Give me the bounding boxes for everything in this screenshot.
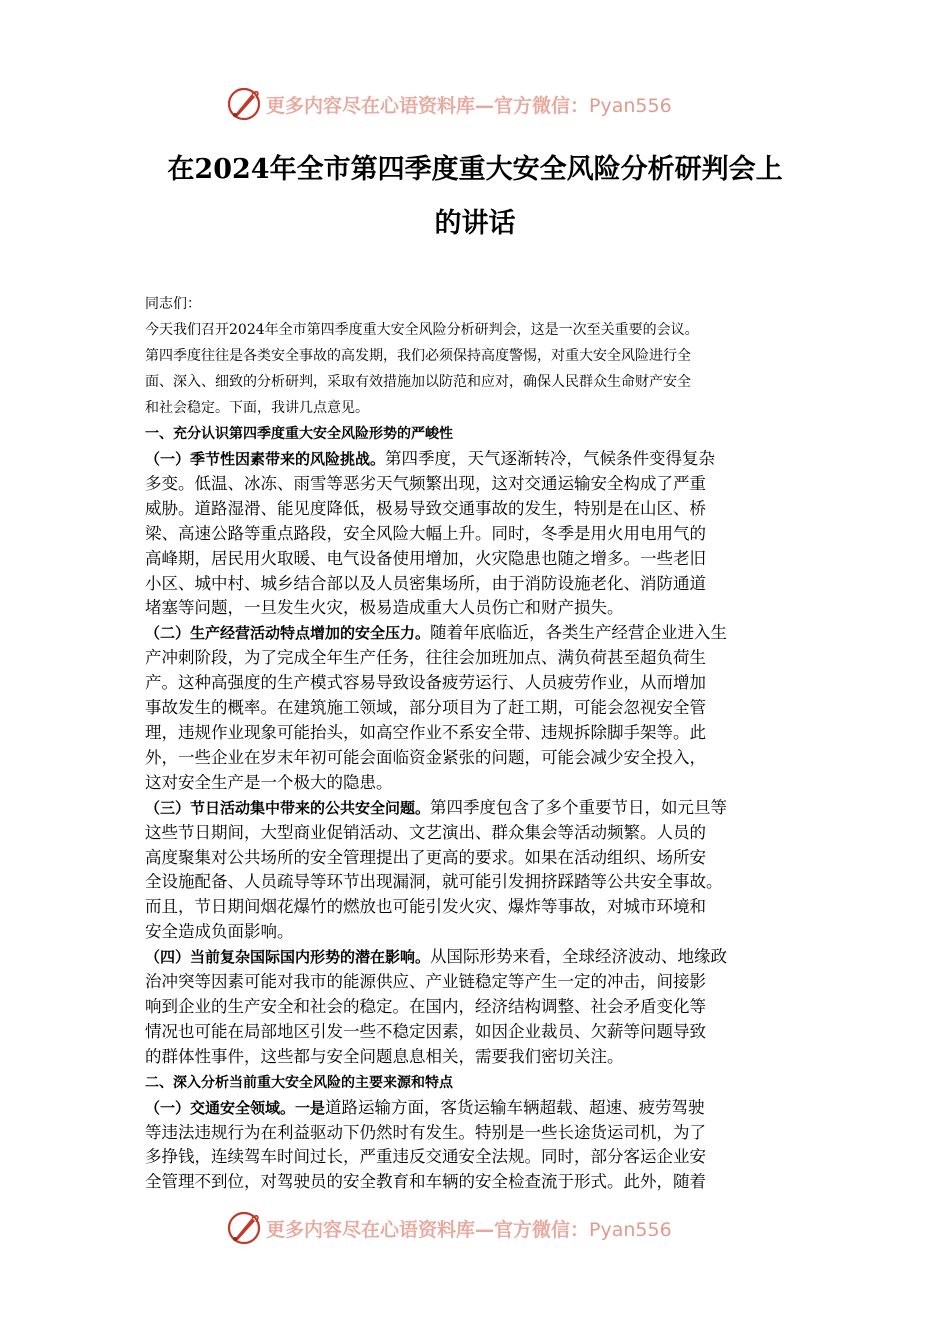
section-1-paragraph-4: （四）当前复杂国际国内形势的潜在影响。从国际形势来看，全球经济波动、地缘政 治冲突等因素可能对我市的能源供应、产业链稳定等产生一定的冲击，间接影 响到企业的生产安全和社会的稳定。在国内，经济结构调整、社会矛盾变化等 情况也可能在局部地区引发一些不稳定因素，如因企业裁员、欠薪等问题导致 的群体性事件，这些都与安全问题息息相关，需要我们密切关注。 — [145, 947, 728, 1066]
section-2-heading: 二、深入分析当前重大安全风险的主要来源和特点 — [145, 1074, 453, 1091]
intro-paragraph — [145, 317, 811, 421]
intro-line: 面、深入、细致的分析研判，采取有效措施加以防范和应对，确保人民群众生命财产安全 — [145, 374, 691, 390]
paragraph-lead: （二）生产经营活动特点增加的安全压力。 — [145, 624, 431, 643]
section-2-paragraph-1: （一）交通安全领域。一是道路运输方面，客货运输车辆超载、超速、疲劳驾驶 等违法违规行为在利益驱动下仍然时有发生。特别是一些长途货运司机，为了 多挣钱，连续驾车时间过长，严重违反交通安全法规。同时，部分客运企业安 全管理不到位，对驾驶员的安全教育和车辆的安全检查流于形式。此外，随着 — [145, 1097, 706, 1192]
watermark-handle: Pyan556 — [589, 94, 672, 117]
salutation: 同志们： — [145, 296, 201, 312]
intro-line: 今天我们召开2024年全市第四季度重大安全风险分析研判会，这是一次至关重要的会议。 — [145, 322, 699, 338]
section-1-paragraph-3: （三）节日活动集中带来的公共安全问题。第四季度包含了多个重要节日，如元旦等 这些节日期间，大型商业促销活动、文艺演出、群众集会等活动频繁。人员的 高度聚集对公共场所的安全管理提出了更高的要求。如果在活动组织、场所安 全设施配备、人员疏导等环节出现漏洞，就可能引发拥挤踩踏等公共安全事故。 而且，节日期间烟花爆竹的燃放也可能引发火灾、爆炸等事故，对城市环境和 安全造成负面影响。 — [145, 797, 728, 942]
title-line-2: 的讲话 — [434, 208, 516, 239]
section-1-paragraph-2: （二）生产经营活动特点增加的安全压力。随着年底临近，各类生产经营企业进入生 产冲刺阶段，为了完成全年生产任务，往往会加班加点、满负荷甚至超负荷生 产。这种高强度的生产模式容易导致设备疲劳运行、人员疲劳作业，从而增加 事故发生的概率。在建筑施工领域，部分项目为了赶工期，可能会忽视安全管 理，违规作业现象可能抬头，如高空作业不系安全带、违规拆除脚手架等。此 外，一些企业在岁末年初可能会面临资金紧张的问题，可能会减少安全投入， 这对安全生产是一个极大的隐患。 — [145, 623, 728, 792]
title-line-1: 在2024年全市第四季度重大安全风险分析研判会上 — [167, 154, 783, 185]
section-1-paragraph-1: （一）季节性因素带来的风险挑战。第四季度，天气逐渐转冷，气候条件变得复杂 多变。低温、冰冻、雨雪等恶劣天气频繁出现，这对交通运输安全构成了严重 威胁。道路湿滑、能见度降低，极易导致交通事故的发生，特别是在山区、桥 梁、高速公路等重点路段，安全风险大幅上升。同时，冬季是用火用电用气的 高峰期，居民用火取暖、电气设备使用增加，火灾隐患也随之增多。一些老旧 小区、城中村、城乡结合部以及人员密集场所，由于消防设施老化、消防通道 堵塞等问题，一旦发生火灾，极易造成重大人员伤亡和财产损失。 — [145, 449, 716, 618]
document-title — [120, 143, 830, 251]
section-1-heading: 一、充分认识第四季度重大安全风险形势的严峻性 — [145, 426, 453, 442]
paragraph-lead: （一）季节性因素带来的风险挑战。 — [145, 450, 386, 468]
watermark-banner-top — [226, 84, 726, 124]
quill-pen-logo-icon — [226, 86, 262, 122]
intro-line: 和社会稳定。下面，我讲几点意见。 — [145, 400, 369, 416]
quill-pen-logo-icon — [226, 1210, 262, 1246]
intro-line: 第四季度往往是各类安全事故的高发期，我们必须保持高度警惕，对重大安全风险进行全 — [145, 348, 691, 364]
paragraph-lead: （一）交通安全领域。一是 — [145, 1098, 326, 1117]
paragraph-lead: （三）节日活动集中带来的公共安全问题。 — [145, 798, 431, 817]
document-body — [145, 291, 811, 1195]
watermark-text: 更多内容尽在心语资料库—官方微信：Pyan556 — [266, 1218, 672, 1241]
watermark-text: 更多内容尽在心语资料库—官方微信：Pyan556 — [266, 94, 672, 117]
watermark-banner-bottom — [226, 1208, 726, 1248]
watermark-handle: Pyan556 — [589, 1218, 672, 1241]
paragraph-lead: （四）当前复杂国际国内形势的潜在影响。 — [145, 948, 431, 967]
